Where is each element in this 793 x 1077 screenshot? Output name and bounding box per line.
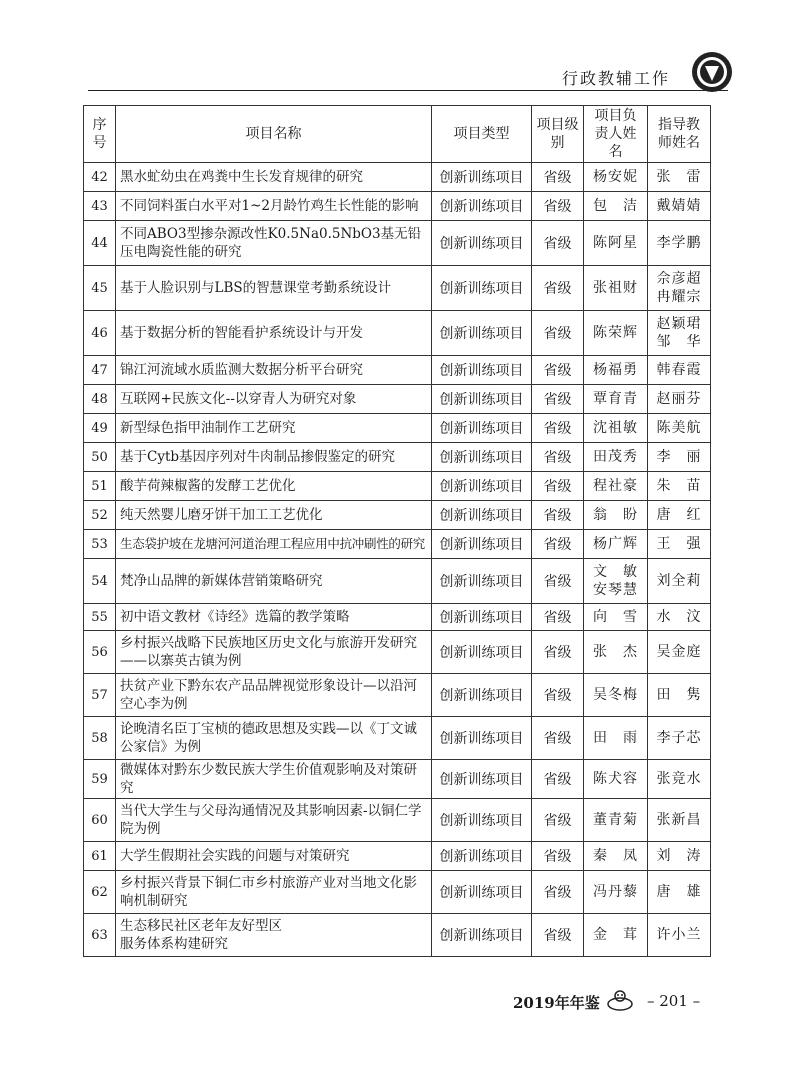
cell-name: 互联网+民族文化--以穿青人为研究对象	[116, 385, 432, 414]
cell-name: 基于人脸识别与LBS的智慧课堂考勤系统设计	[116, 266, 432, 311]
cell-name: 乡村振兴战略下民族地区历史文化与旅游开发研究——以寨英古镇为例	[116, 631, 432, 674]
cell-leader: 杨福勇	[584, 356, 648, 385]
cell-name: 不同饲料蛋白水平对1~2月龄竹鸡生长性能的影响	[116, 192, 432, 221]
cell-leader: 陈犬容	[584, 760, 648, 799]
cell-type: 创新训练项目	[432, 530, 532, 559]
table-row	[84, 385, 711, 414]
header-rule	[88, 90, 728, 91]
cell-name: 微媒体对黔东少数民族大学生价值观影响及对策研究	[116, 760, 432, 799]
cell-name: 生态移民社区老年友好型区 服务体系构建研究	[116, 914, 432, 957]
university-logo-icon	[690, 50, 734, 94]
header-type: 项目类型	[432, 106, 532, 163]
table-row	[84, 760, 711, 799]
cell-teacher: 赵丽芬	[648, 385, 711, 414]
cell-type: 创新训练项目	[432, 914, 532, 957]
cell-teacher: 刘全莉	[648, 559, 711, 604]
table-body	[84, 163, 711, 957]
cell-teacher: 田 隽	[648, 674, 711, 717]
cell-leader: 杨广辉	[584, 530, 648, 559]
cell-no: 46	[84, 311, 116, 356]
cell-no: 50	[84, 443, 116, 472]
cell-no: 48	[84, 385, 116, 414]
table-row	[84, 842, 711, 871]
cell-teacher: 王 强	[648, 530, 711, 559]
cell-teacher: 水 汶	[648, 604, 711, 631]
table-row	[84, 501, 711, 530]
cell-name: 乡村振兴背景下铜仁市乡村旅游产业对当地文化影响机制研究	[116, 871, 432, 914]
cell-type: 创新训练项目	[432, 385, 532, 414]
cell-no: 52	[84, 501, 116, 530]
cell-level: 省级	[532, 385, 584, 414]
cell-type: 创新训练项目	[432, 842, 532, 871]
cell-level: 省级	[532, 842, 584, 871]
table-row	[84, 163, 711, 192]
cell-name: 新型绿色指甲油制作工艺研究	[116, 414, 432, 443]
cell-leader: 包 洁	[584, 192, 648, 221]
cell-teacher: 张 雷	[648, 163, 711, 192]
table-row	[84, 192, 711, 221]
cell-level: 省级	[532, 530, 584, 559]
cell-teacher: 佘彦超 冉耀宗	[648, 266, 711, 311]
cell-type: 创新训练项目	[432, 674, 532, 717]
table-row	[84, 799, 711, 842]
cell-no: 56	[84, 631, 116, 674]
cell-no: 60	[84, 799, 116, 842]
cell-name: 梵净山品牌的新媒体营销策略研究	[116, 559, 432, 604]
table-row	[84, 311, 711, 356]
header-name: 项目名称	[116, 106, 432, 163]
cell-name: 基于Cytb基因序列对牛肉制品掺假鉴定的研究	[116, 443, 432, 472]
cell-name: 锦江河流域水质监测大数据分析平台研究	[116, 356, 432, 385]
cell-leader: 吴冬梅	[584, 674, 648, 717]
cell-level: 省级	[532, 501, 584, 530]
cell-level: 省级	[532, 674, 584, 717]
cell-leader: 田茂秀	[584, 443, 648, 472]
cell-teacher: 唐 雄	[648, 871, 711, 914]
cell-teacher: 张新昌	[648, 799, 711, 842]
cell-no: 59	[84, 760, 116, 799]
cell-name: 生态袋护坡在龙塘河河道治理工程应用中抗冲刷性的研究	[116, 530, 432, 559]
cell-teacher: 戴婧婧	[648, 192, 711, 221]
table-row	[84, 266, 711, 311]
page-header	[88, 62, 728, 92]
cell-level: 省级	[532, 266, 584, 311]
header-leader: 项目负责人姓名	[584, 106, 648, 163]
cell-teacher: 李 丽	[648, 443, 711, 472]
table-row	[84, 559, 711, 604]
cell-leader: 陈阿星	[584, 221, 648, 266]
mascot-icon	[603, 988, 637, 1012]
cell-level: 省级	[532, 311, 584, 356]
table-row	[84, 871, 711, 914]
cell-no: 47	[84, 356, 116, 385]
cell-type: 创新训练项目	[432, 356, 532, 385]
cell-type: 创新训练项目	[432, 414, 532, 443]
cell-no: 57	[84, 674, 116, 717]
cell-no: 54	[84, 559, 116, 604]
cell-teacher: 李子芯	[648, 717, 711, 760]
page-footer	[505, 988, 725, 1014]
cell-no: 63	[84, 914, 116, 957]
cell-leader: 陈荣辉	[584, 311, 648, 356]
cell-level: 省级	[532, 414, 584, 443]
project-table	[83, 105, 711, 957]
cell-level: 省级	[532, 443, 584, 472]
cell-teacher: 朱 苗	[648, 472, 711, 501]
cell-teacher: 唐 红	[648, 501, 711, 530]
cell-level: 省级	[532, 472, 584, 501]
cell-leader: 程社豪	[584, 472, 648, 501]
cell-name: 黑水虻幼虫在鸡粪中生长发育规律的研究	[116, 163, 432, 192]
cell-leader: 金 茸	[584, 914, 648, 957]
cell-no: 53	[84, 530, 116, 559]
cell-name: 纯天然婴儿磨牙饼干加工工艺优化	[116, 501, 432, 530]
cell-no: 58	[84, 717, 116, 760]
table-row	[84, 356, 711, 385]
cell-type: 创新训练项目	[432, 501, 532, 530]
cell-leader: 向 雪	[584, 604, 648, 631]
cell-level: 省级	[532, 163, 584, 192]
cell-name: 基于数据分析的智能看护系统设计与开发	[116, 311, 432, 356]
cell-type: 创新训练项目	[432, 559, 532, 604]
cell-leader: 文 敏 安琴慧	[584, 559, 648, 604]
cell-level: 省级	[532, 559, 584, 604]
table-row	[84, 674, 711, 717]
cell-leader: 沈祖敏	[584, 414, 648, 443]
cell-name: 论晚清名臣丁宝桢的德政思想及实践—以《丁文诚公家信》为例	[116, 717, 432, 760]
cell-teacher: 韩春霞	[648, 356, 711, 385]
cell-teacher: 刘 涛	[648, 842, 711, 871]
cell-leader: 张 杰	[584, 631, 648, 674]
cell-type: 创新训练项目	[432, 311, 532, 356]
header-teacher: 指导教师姓名	[648, 106, 711, 163]
cell-leader: 杨安妮	[584, 163, 648, 192]
cell-type: 创新训练项目	[432, 443, 532, 472]
cell-level: 省级	[532, 192, 584, 221]
cell-teacher: 陈美航	[648, 414, 711, 443]
cell-type: 创新训练项目	[432, 604, 532, 631]
cell-no: 55	[84, 604, 116, 631]
cell-no: 49	[84, 414, 116, 443]
table-row	[84, 443, 711, 472]
header-no: 序号	[84, 106, 116, 163]
cell-no: 62	[84, 871, 116, 914]
header-level: 项目级别	[532, 106, 584, 163]
cell-level: 省级	[532, 717, 584, 760]
cell-type: 创新训练项目	[432, 192, 532, 221]
cell-type: 创新训练项目	[432, 760, 532, 799]
cell-teacher: 李学鹏	[648, 221, 711, 266]
cell-leader: 覃育青	[584, 385, 648, 414]
cell-teacher: 张竞水	[648, 760, 711, 799]
cell-type: 创新训练项目	[432, 717, 532, 760]
table-row	[84, 604, 711, 631]
section-title: 行政教辅工作	[561, 69, 670, 88]
cell-no: 44	[84, 221, 116, 266]
cell-type: 创新训练项目	[432, 472, 532, 501]
cell-leader: 冯丹藜	[584, 871, 648, 914]
cell-level: 省级	[532, 221, 584, 266]
cell-level: 省级	[532, 760, 584, 799]
cell-leader: 秦 凤	[584, 842, 648, 871]
cell-name: 不同ABO3型掺杂源改性K0.5Na0.5NbO3基无铅压电陶瓷性能的研究	[116, 221, 432, 266]
cell-leader: 董青菊	[584, 799, 648, 842]
cell-leader: 张祖财	[584, 266, 648, 311]
cell-type: 创新训练项目	[432, 266, 532, 311]
cell-name: 扶贫产业下黔东农产品品牌视觉形象设计—以沿河空心李为例	[116, 674, 432, 717]
cell-no: 45	[84, 266, 116, 311]
cell-teacher: 赵颖珺 邹 华	[648, 311, 711, 356]
table-header-row	[84, 106, 711, 163]
cell-level: 省级	[532, 356, 584, 385]
cell-name: 当代大学生与父母沟通情况及其影响因素-以铜仁学院为例	[116, 799, 432, 842]
cell-level: 省级	[532, 631, 584, 674]
cell-leader: 田 雨	[584, 717, 648, 760]
yearbook-label: 2019年年鉴	[513, 994, 600, 1012]
cell-level: 省级	[532, 604, 584, 631]
cell-level: 省级	[532, 799, 584, 842]
page-number: – 201 –	[647, 992, 701, 1010]
cell-no: 43	[84, 192, 116, 221]
cell-name: 酸芋荷辣椒酱的发酵工艺优化	[116, 472, 432, 501]
cell-leader: 翁 盼	[584, 501, 648, 530]
table-row	[84, 631, 711, 674]
cell-no: 42	[84, 163, 116, 192]
cell-type: 创新训练项目	[432, 221, 532, 266]
table-row	[84, 914, 711, 957]
cell-no: 51	[84, 472, 116, 501]
cell-type: 创新训练项目	[432, 163, 532, 192]
cell-name: 初中语文教材《诗经》选篇的教学策略	[116, 604, 432, 631]
cell-teacher: 许小兰	[648, 914, 711, 957]
cell-level: 省级	[532, 914, 584, 957]
cell-name: 大学生假期社会实践的问题与对策研究	[116, 842, 432, 871]
cell-type: 创新训练项目	[432, 799, 532, 842]
cell-teacher: 吴金庭	[648, 631, 711, 674]
cell-type: 创新训练项目	[432, 871, 532, 914]
table-row	[84, 472, 711, 501]
table-row	[84, 717, 711, 760]
cell-type: 创新训练项目	[432, 631, 532, 674]
table-row	[84, 414, 711, 443]
cell-no: 61	[84, 842, 116, 871]
cell-level: 省级	[532, 871, 584, 914]
table-row	[84, 530, 711, 559]
table-row	[84, 221, 711, 266]
